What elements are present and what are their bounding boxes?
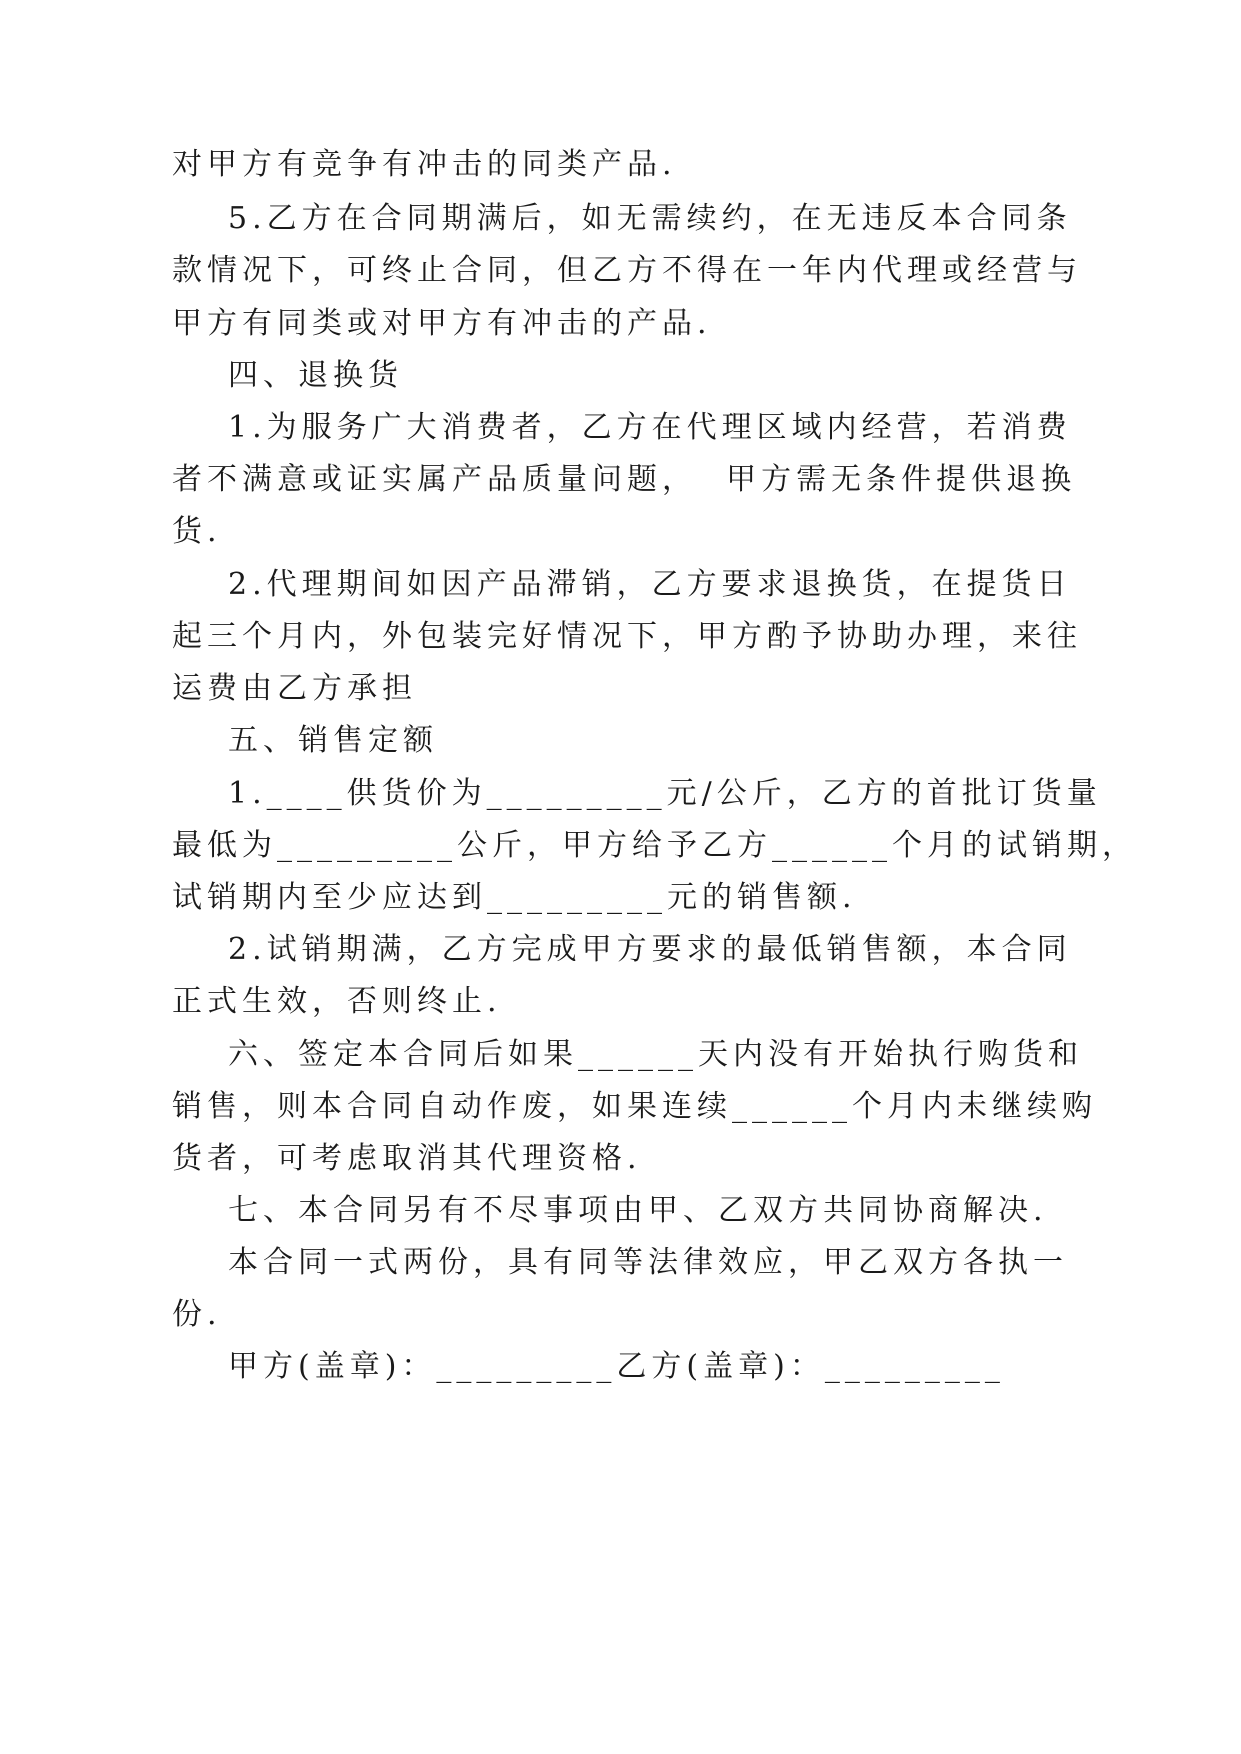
text-line: 七、本合同另有不尽事项由甲、乙双方共同协商解决. [228, 1193, 1048, 1228]
text-line: 本合同一式两份，具有同等法律效应，甲乙双方各执一 [228, 1245, 1068, 1280]
text-line: 者不满意或证实属产品质量问题， 甲方需无条件提供退换 [172, 462, 1077, 497]
text-line: 试销期内至少应达到_________元的销售额. [172, 880, 857, 915]
text-line: 2.代理期间如因产品滞销，乙方要求退换货，在提货日 [228, 567, 1072, 602]
text-line: 1.为服务广大消费者，乙方在代理区域内经营，若消费 [228, 410, 1072, 445]
text-line: 甲方有同类或对甲方有冲击的产品. [172, 306, 712, 341]
text-line: 份. [172, 1297, 222, 1332]
text-line: 起三个月内，外包装完好情况下，甲方酌予协助办理，来往 [172, 619, 1082, 654]
text-line: 六、签定本合同后如果______天内没有开始执行购货和 [228, 1037, 1083, 1072]
text-line: 对甲方有竞争有冲击的同类产品. [172, 147, 677, 182]
text-line: 1.____供货价为_________元/公斤，乙方的首批订货量 [228, 776, 1102, 811]
text-line: 最低为_________公斤，甲方给予乙方______个月的试销期， [172, 828, 1137, 863]
text-line: 款情况下，可终止合同，但乙方不得在一年内代理或经营与 [172, 253, 1082, 288]
text-line: 2.试销期满，乙方完成甲方要求的最低销售额，本合同 [228, 932, 1072, 967]
signature-line: 甲方(盖章)：_________乙方(盖章)：_________ [228, 1349, 1005, 1384]
section-heading: 四、退换货 [228, 358, 403, 393]
text-line: 销售，则本合同自动作废，如果连续______个月内未继续购 [172, 1089, 1097, 1124]
section-heading: 五、销售定额 [228, 723, 438, 758]
text-line: 运费由乙方承担 [172, 671, 417, 706]
text-line: 正式生效，否则终止. [172, 984, 502, 1019]
text-line: 货. [172, 514, 222, 549]
text-line: 5.乙方在合同期满后，如无需续约，在无违反本合同条 [228, 201, 1072, 236]
text-line: 货者，可考虑取消其代理资格. [172, 1141, 642, 1176]
